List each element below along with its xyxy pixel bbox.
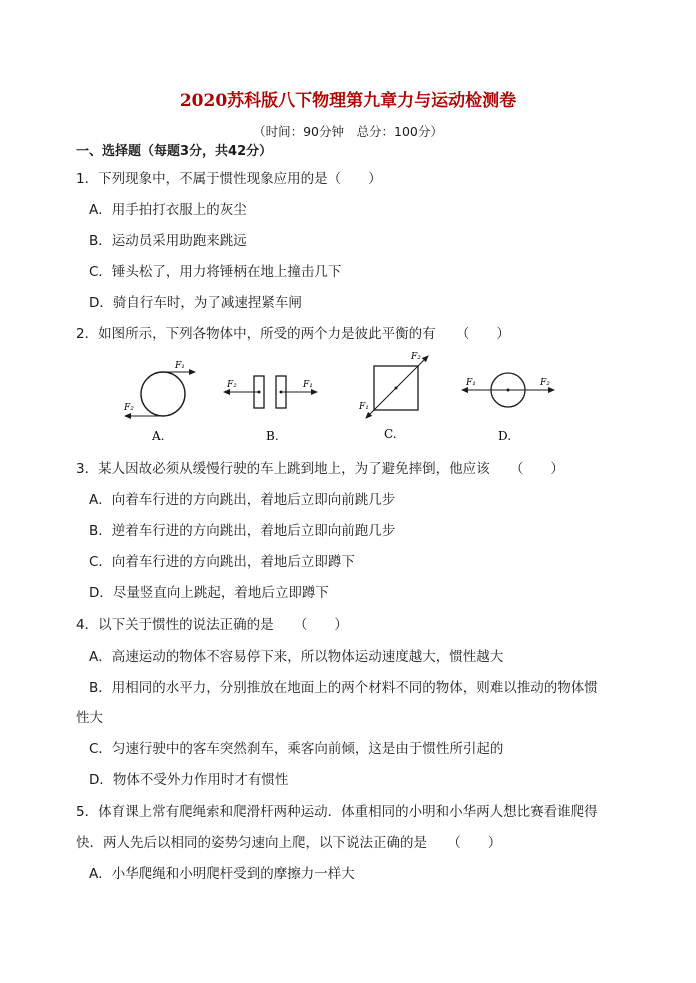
- question-4-option-b-continued: 性大: [76, 710, 103, 726]
- diagram-a-f1-label: F₁: [175, 361, 185, 371]
- diagram-b: [224, 376, 317, 443]
- question-2-stem: 2．如图所示，下列各物体中，所受的两个力是彼此平衡的有 （ ）: [76, 326, 510, 342]
- question-4-stem: 4．以下关于惯性的说法正确的是 （ ）: [76, 617, 348, 633]
- question-1-option-b: B．运动员采用助跑来跳远: [89, 233, 247, 249]
- question-5-stem: 5．体育课上常有爬绳索和爬滑杆两种运动．体重相同的小明和小华两人想比赛看谁爬得: [76, 804, 598, 820]
- diagram-d-f1-label: F₁: [466, 378, 476, 388]
- question-3-option-b: B．逆着车行进的方向跳出，着地后立即向前跑几步: [89, 523, 396, 539]
- question-1-option-a: A．用手拍打衣服上的灰尘: [89, 202, 247, 218]
- diagram-d-f2-label: F₂: [540, 378, 550, 388]
- diagram-c-force-f1-arrow: [366, 388, 396, 418]
- diagram-c: [358, 352, 428, 441]
- question-4-option-b: B．用相同的水平力，分别推放在地面上的两个材料不同的物体，则难以推动的物体惯: [89, 680, 598, 696]
- diagram-b-f1-label: F₁: [303, 380, 313, 390]
- diagram-d: [462, 373, 554, 443]
- question-5-stem-continued: 快．两人先后以相同的姿势匀速向上爬，以下说法正确的是 （ ）: [76, 835, 502, 851]
- diagram-d-label: D.: [498, 429, 512, 443]
- diagram-a-circle: [141, 372, 185, 416]
- page-title: 2020苏科版八下物理第九章力与运动检测卷: [179, 91, 517, 111]
- diagram-c-f2-label: F₂: [411, 352, 421, 362]
- question-4-option-a: A．高速运动的物体不容易停下来，所以物体运动速度越大，惯性越大: [89, 649, 504, 665]
- question-3-option-a: A．向着车行进的方向跳出，着地后立即向前跳几步: [89, 492, 396, 508]
- question-5-option-a: A．小华爬绳和小明爬杆受到的摩擦力一样大: [89, 866, 355, 882]
- diagram-a-label: A.: [152, 429, 165, 443]
- diagram-c-label: C.: [384, 427, 397, 441]
- question-4-option-d: D．物体不受外力作用时才有惯性: [89, 772, 289, 788]
- question-4-option-c: C．匀速行驶中的客车突然刹车，乘客向前倾，这是由于惯性所引起的: [89, 741, 504, 757]
- question-3-option-d: D．尽量竖直向上跳起，着地后立即蹲下: [89, 585, 329, 601]
- diagram-a: [123, 361, 195, 443]
- diagram-b-label: B.: [266, 429, 279, 443]
- question-3-stem: 3．某人因故必须从缓慢行驶的车上跳到地上，为了避免摔倒，他应该 （ ）: [76, 461, 564, 477]
- question-1-stem: 1．下列现象中，不属于惯性现象应用的是（ ）: [76, 171, 382, 187]
- section-heading: 一、选择题（每题3分，共42分）: [76, 144, 273, 159]
- question-1-option-c: C．锤头松了，用力将锤柄在地上撞击几下: [89, 264, 342, 280]
- diagram-a-f2-label: F₂: [124, 403, 134, 413]
- exam-info: （时间：90分钟 总分：100分）: [253, 124, 443, 139]
- question-1-option-d: D．骑自行车时，为了减速捏紧车闸: [89, 295, 302, 311]
- diagram-b-f2-label: F₂: [227, 380, 237, 390]
- force-diagram-figure: [110, 350, 590, 450]
- question-3-option-c: C．向着车行进的方向跳出，着地后立即蹲下: [89, 554, 355, 570]
- diagram-c-f1-label: F₁: [359, 402, 369, 412]
